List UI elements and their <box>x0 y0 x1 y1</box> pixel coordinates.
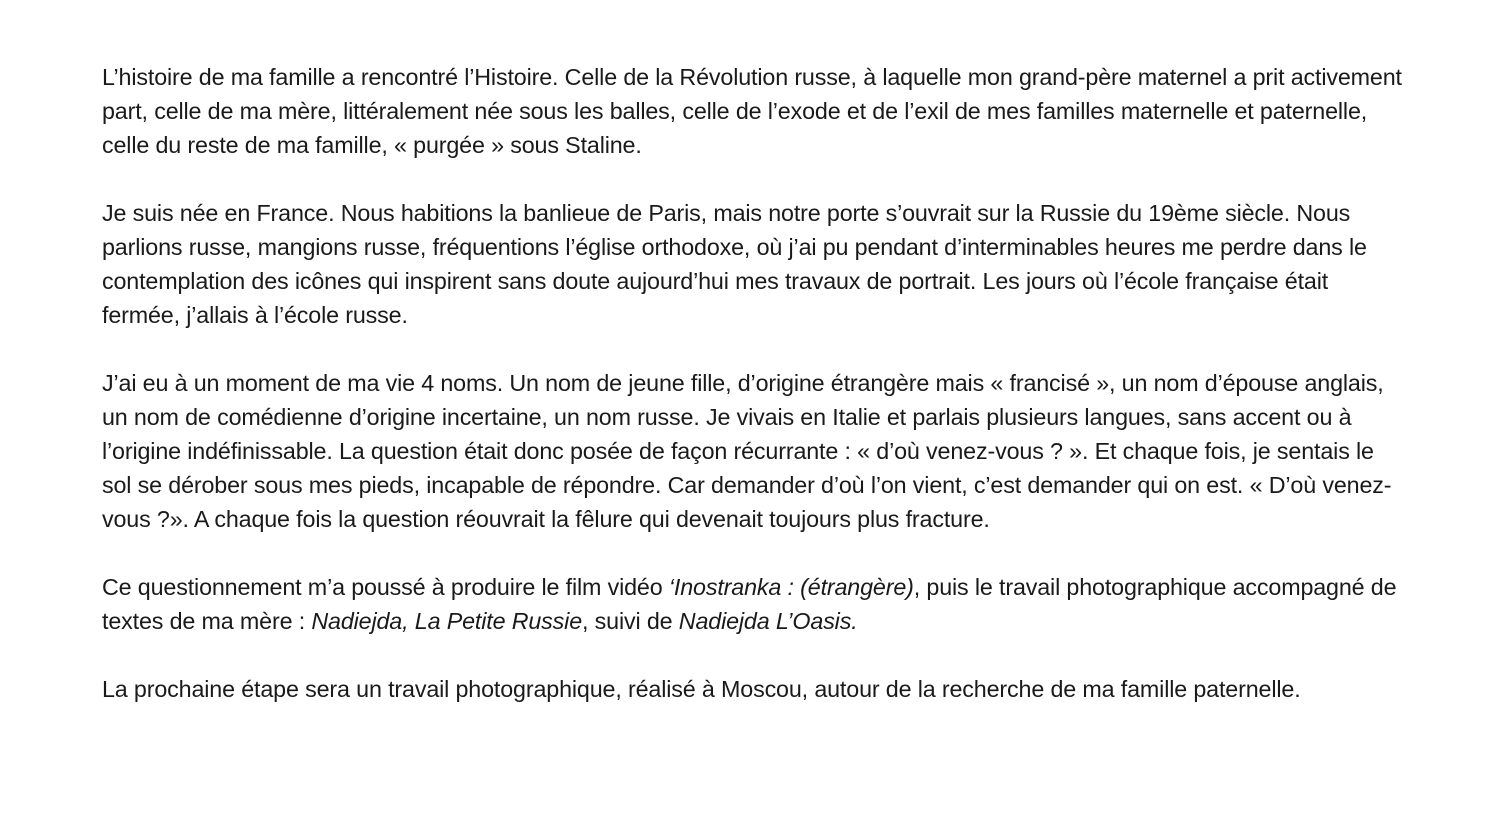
document-body <box>102 60 1402 706</box>
paragraph-next-step: La prochaine étape sera un travail photographique, réalisé à Moscou, autour de la recherche de ma famille paternelle. <box>102 676 1301 702</box>
works-text-2: , puis le travail photographique accompagné de textes de ma mère : <box>102 574 1397 634</box>
paragraph-works <box>102 570 1402 638</box>
paragraph-names: J’ai eu à un moment de ma vie 4 noms. Un nom de jeune fille, d’origine étrangère mais « francisé », un nom d’épouse anglais, un nom de comédienne d’origine incertaine, un nom russe. Je vivais en Italie et parlais plusieurs langues, sans accent ou à l’origine indéfinissable. La question était donc posée de façon récurrante : « d’où venez-vous ? ». Et chaque fois, je sentais le sol se dérober sous mes pieds, incapable de répondre. Car demander d’où l’on vient, c’est demander qui on est. « D’où venez-vous ?». A chaque fois la question réouvrait la fêlure qui devenait toujours plus fracture. <box>102 370 1392 532</box>
paragraph-childhood: Je suis née en France. Nous habitions la banlieue de Paris, mais notre porte s’ouvrait sur la Russie du 19ème siècle. Nous parlions russe, mangions russe, fréquentions l’église orthodoxe, où j’ai pu pendant d’interminables heures me perdre dans le contemplation des icônes qui inspirent sans doute aujourd’hui mes travaux de portrait. Les jours où l’école française était fermée, j’allais à l’école russe. <box>102 200 1367 328</box>
works-text-3: , suivi de <box>582 608 679 634</box>
works-text-1: Ce questionnement m’a poussé à produire le film vidéo <box>102 574 669 600</box>
work-title-oasis: Nadiejda L’Oasis. <box>678 608 858 634</box>
film-title: ‘Inostranka : (étrangère) <box>668 574 914 600</box>
work-title-petite-russie: Nadiejda, La Petite Russie <box>311 608 583 634</box>
paragraph-family-history: L’histoire de ma famille a rencontré l’Histoire. Celle de la Révolution russe, à laquelle mon grand-père maternel a prit activement part, celle de ma mère, littéralement née sous les balles, celle de l’exode et de l’exil de mes familles maternelle et paternelle, celle du reste de ma famille, « purgée » sous Staline. <box>102 64 1402 158</box>
